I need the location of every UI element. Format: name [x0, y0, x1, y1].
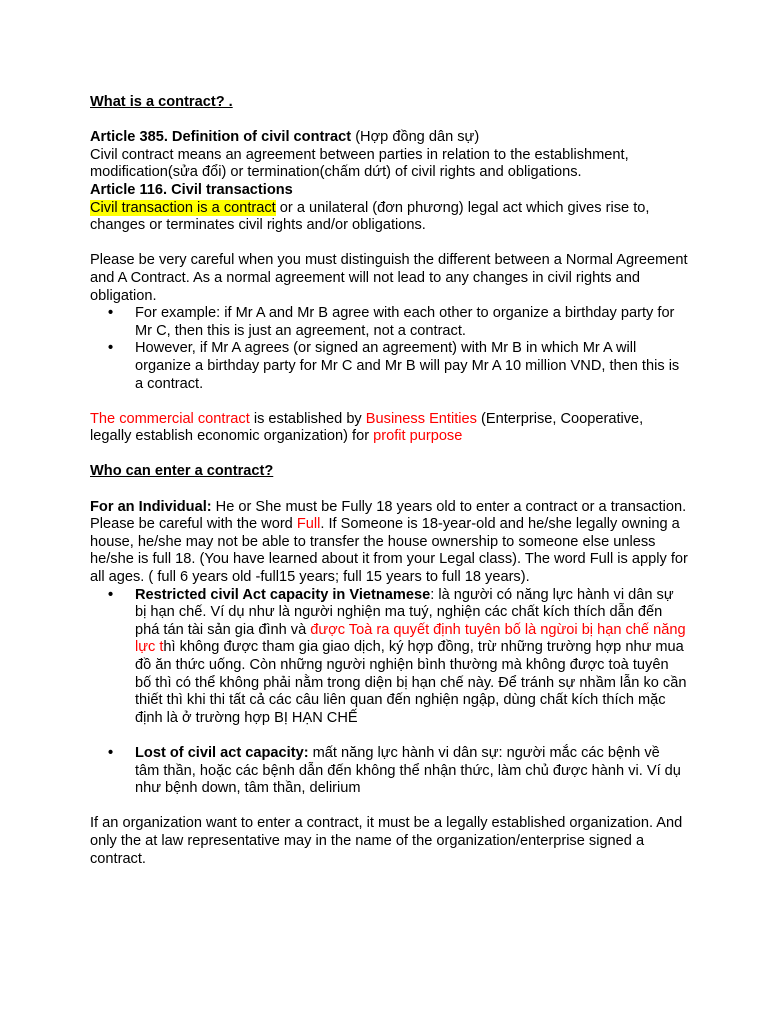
organization-paragraph: If an organization want to enter a contract, it must be a legally established organization. And only the at law representative may in the name of the organization/enterprise signed a contract. — [90, 815, 683, 867]
highlighted-text: Civil transaction is a contract — [90, 199, 276, 216]
article-385-heading: Article 385. Definition of civil contract (Hợp đồng dân sự) — [90, 129, 480, 146]
careful-paragraph: Please be very careful when you must distinguish the different between a Normal Agreement and A Contract. As a normal agreement will not lead to any changes in civil rights and obligation. — [90, 252, 688, 304]
individual-paragraph: For an Individual: He or She must be Fully 18 years old to enter a contract or a transaction. Please be careful with the word Full. If Someone is 18-year-old and he/she legally owning a house, he/she may not be able to transfer the house ownership to someone else unless he/she is full 18. (You have learned about it from your Legal class). The word Full is apply for all ages. ( full 6 years old -full15 years; full 15 years to full 18 years). — [90, 498, 688, 586]
heading-what-is-contract: What is a contract? . — [90, 94, 233, 110]
list-item: • However, if Mr A agrees (or signed an agreement) with Mr B in which Mr A will organize a birthday party for Mr C and Mr B will pay Mr A 10 million VND, then this is a contract. — [135, 340, 688, 393]
list-item-lost: • Lost of civil act capacity: mất năng lực hành vi dân sự: người mắc các bệnh về tâm thần, hoặc các bệnh dẫn đến không thể nhận thức, làm chủ được hành vi. Ví dụ như bệnh down, tâm thần, delirium — [135, 745, 688, 798]
capacity-list-2 — [90, 745, 688, 798]
commercial-contract-paragraph: The commercial contract is established by Business Entities (Enterprise, Cooperative, legally establish economic organization) for profit purpose — [90, 410, 644, 445]
capacity-list — [90, 587, 688, 728]
agreement-examples-list — [90, 305, 688, 393]
heading-who-can-enter: Who can enter a contract? — [90, 463, 274, 480]
list-item: • For example: if Mr A and Mr B agree with each other to organize a birthday party for Mr C, then this is just an agreement, not a contract. — [135, 305, 688, 340]
article-116-body: Civil transaction is a contract or a unilateral (đơn phương) legal act which gives rise to, changes or terminates civil rights and/or obligations. — [90, 199, 650, 234]
list-item-restricted: • Restricted civil Act capacity in Vietnamese: là người có năng lực hành vi dân sự bị hạn chế. Ví dụ như là người nghiện ma tuý, nghiện các chất kích thích dẫn đến phá tán tài sản gia đình và được Toà ra quyết định tuyên bố là ngừoi bị hạn chế năng lực thì không được tham gia giao dịch, ký hợp đồng, trừ những trường hợp như mua đồ ăn thức uống. Còn những người nghiện bình thường mà không được toà tuyên bố thì có thể không phải nằm trong diện bị hạn chế này. Để tránh sự nhầm lẫn ko cần thiết thì khi thi tất cả các câu liên quan đến nghiện ngập, dùng chất kích thích mặc định là ở trường hợp BỊ HẠN CHẾ — [135, 587, 688, 728]
article-385-body: Civil contract means an agreement between parties in relation to the establishment, modification(sửa đổi) or termination(chấm dứt) of civil rights and obligations. — [90, 146, 629, 181]
article-116-heading: Article 116. Civil transactions — [90, 181, 293, 198]
